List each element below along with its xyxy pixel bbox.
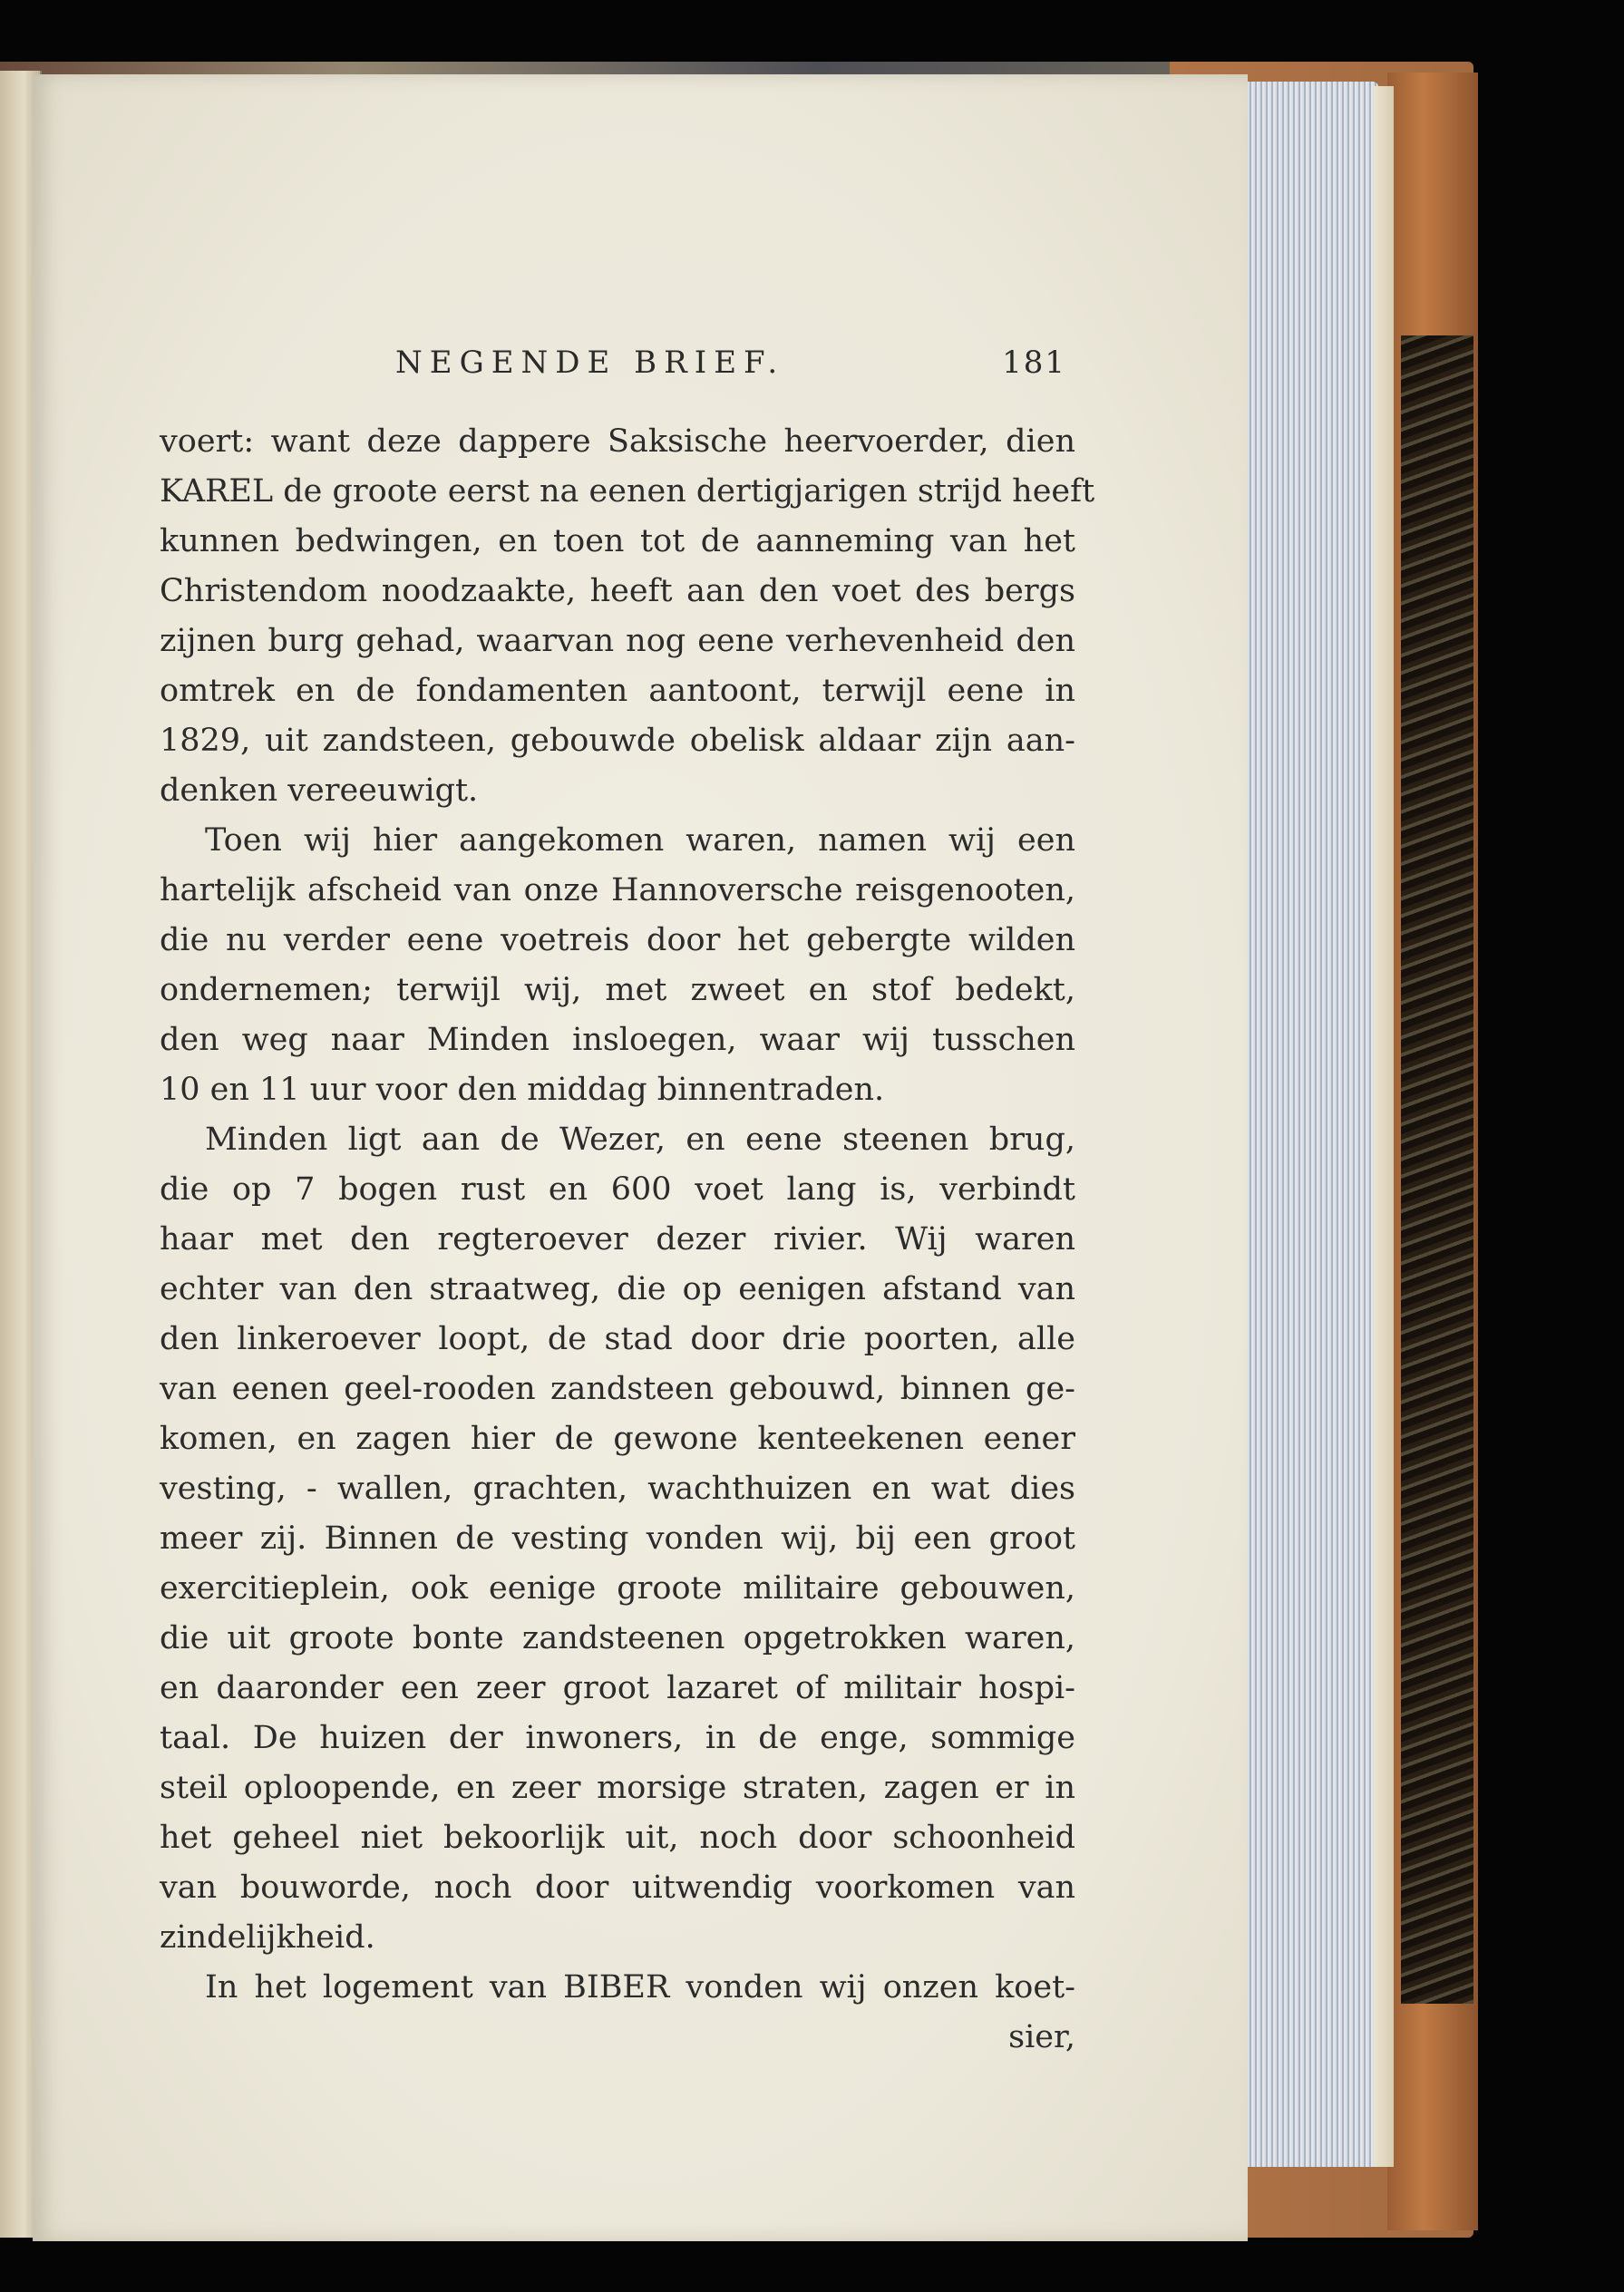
text-line: den weg naar Minden insloegen, waar wij tusschen — [160, 1022, 1075, 1058]
text-line: denken vereeuwigt. — [160, 772, 479, 809]
text-line: voert: want deze dappere Saksische heervoerder, dien — [160, 423, 1075, 460]
text-line: taal. De huizen der inwoners, in de enge, sommige — [160, 1720, 1075, 1756]
page-number: 181 — [1002, 345, 1066, 381]
text-line: Toen wij hier aangekomen waren, namen wij een — [205, 822, 1075, 859]
text-line: die op 7 bogen rust en 600 voet lang is, verbindt — [160, 1171, 1075, 1208]
spine-strip — [0, 62, 1170, 74]
text-line: komen, en zagen hier de gewone kenteekenen eener — [160, 1421, 1075, 1457]
text-line: van eenen geel-rooden zandsteen gebouwd, binnen ge- — [160, 1371, 1075, 1407]
running-title: NEGENDE BRIEF. — [395, 345, 785, 381]
text-line: echter van den straatweg, die op eenigen afstand van — [160, 1271, 1075, 1307]
text-line: zindelijkheid. — [160, 1919, 375, 1956]
text-line: en daaronder een zeer groot lazaret of militair hospi- — [160, 1670, 1075, 1706]
text-line: die nu verder eene voetreis door het gebergte wilden — [160, 922, 1075, 958]
text-line: den linkeroever loopt, de stad door drie poorten, alle — [160, 1321, 1075, 1357]
book-page — [33, 74, 1248, 2241]
text-line: steil oploopende, en zeer morsige straten, zagen er in — [160, 1770, 1075, 1806]
text-line: vesting, - wallen, grachten, wachthuizen en wat dies — [160, 1471, 1075, 1507]
text-line: omtrek en de fondamenten aantoont, terwijl eene in — [160, 673, 1075, 709]
text-line: haar met den regteroever dezer rivier. Wij waren — [160, 1221, 1075, 1258]
text-line: zijnen burg gehad, waarvan nog eene verhevenheid den — [160, 623, 1075, 659]
text-line: meer zij. Binnen de vesting vonden wij, bij een groot — [160, 1520, 1075, 1557]
page-header — [395, 345, 1084, 390]
text-line: kunnen bedwingen, en toen tot de aanneming van het — [160, 523, 1075, 559]
text-line: 1829, uit zandsteen, gebouwde obelisk aldaar zijn aan- — [160, 723, 1075, 759]
text-line: exercitieplein, ook eenige groote militaire gebouwen, — [160, 1570, 1075, 1607]
body-text — [160, 417, 1095, 2063]
page-fore-edge-inner — [1374, 86, 1394, 2167]
text-line: Christendom noodzaakte, heeft aan den voet des bergs — [160, 573, 1075, 609]
text-line: In het logement van BIBER vonden wij onzen koet- — [205, 1969, 1075, 2005]
text-line: sier, — [1008, 2019, 1075, 2055]
text-line: KAREL de groote eerst na eenen dertigjarigen strijd heeft — [160, 473, 1095, 510]
marbled-board — [1401, 335, 1473, 2004]
page-fore-edge — [1242, 82, 1378, 2167]
text-line: van bouworde, noch door uitwendig voorkomen van — [160, 1870, 1075, 1906]
text-line: 10 en 11 uur voor den middag binnentraden. — [160, 1072, 885, 1108]
text-line: ondernemen; terwijl wij, met zweet en stof bedekt, — [160, 972, 1075, 1008]
text-line: die uit groote bonte zandsteenen opgetrokken waren, — [160, 1620, 1075, 1656]
text-line: hartelijk afscheid van onze Hannoversche reisgenooten, — [160, 872, 1075, 908]
text-line: het geheel niet bekoorlijk uit, noch door schoonheid — [160, 1820, 1075, 1856]
text-line: Minden ligt aan de Wezer, en eene steenen brug, — [205, 1122, 1075, 1158]
